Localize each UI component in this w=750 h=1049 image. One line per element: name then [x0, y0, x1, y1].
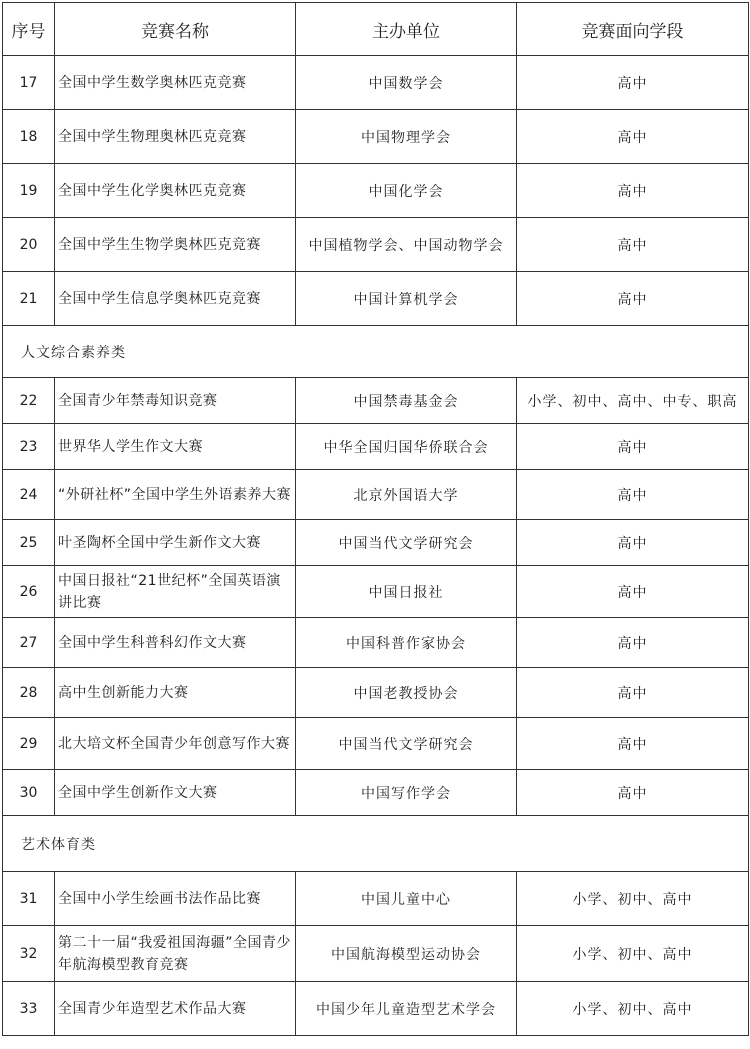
row-number: 28 [3, 668, 55, 718]
table-row [3, 520, 749, 566]
table-row [3, 718, 749, 770]
category-row [3, 816, 749, 872]
school-level: 小学、初中、高中 [517, 872, 749, 926]
row-number: 26 [3, 566, 55, 618]
organizer: 中国化学会 [296, 164, 517, 218]
table-row [3, 164, 749, 218]
table-row [3, 872, 749, 926]
organizer: 中国少年儿童造型艺术学会 [296, 982, 517, 1036]
row-number: 19 [3, 164, 55, 218]
header-school-level: 竞赛面向学段 [517, 3, 749, 56]
school-level: 高中 [517, 272, 749, 326]
competition-name: 第二十一届“我爱祖国海疆”全国青少年航海模型教育竞赛 [55, 926, 296, 982]
organizer: 中国物理学会 [296, 110, 517, 164]
table-row [3, 566, 749, 618]
table-row [3, 218, 749, 272]
organizer: 中国科普作家协会 [296, 618, 517, 668]
table-row [3, 770, 749, 816]
competition-name: 全国中学生信息学奥林匹克竞赛 [55, 272, 296, 326]
header-number: 序号 [3, 3, 55, 56]
table-row [3, 272, 749, 326]
competition-name: 全国中学生生物学奥林匹克竞赛 [55, 218, 296, 272]
competition-name: 高中生创新能力大赛 [55, 668, 296, 718]
table-row [3, 470, 749, 520]
school-level: 小学、初中、高中 [517, 982, 749, 1036]
competition-name: 全国青少年禁毒知识竞赛 [55, 378, 296, 424]
school-level: 小学、初中、高中、中专、职高 [517, 378, 749, 424]
organizer: 中国日报社 [296, 566, 517, 618]
row-number: 24 [3, 470, 55, 520]
row-number: 17 [3, 56, 55, 110]
organizer: 中国航海模型运动协会 [296, 926, 517, 982]
row-number: 20 [3, 218, 55, 272]
row-number: 22 [3, 378, 55, 424]
school-level: 高中 [517, 56, 749, 110]
competition-name: 北大培文杯全国青少年创意写作大赛 [55, 718, 296, 770]
row-number: 25 [3, 520, 55, 566]
organizer: 中国当代文学研究会 [296, 520, 517, 566]
row-number: 32 [3, 926, 55, 982]
organizer: 中国计算机学会 [296, 272, 517, 326]
row-number: 27 [3, 618, 55, 668]
table-row [3, 424, 749, 470]
competition-name: 全国中学生数学奥林匹克竞赛 [55, 56, 296, 110]
table-row [3, 378, 749, 424]
category-label: 人文综合素养类 [3, 326, 749, 378]
competition-name: 全国中小学生绘画书法作品比赛 [55, 872, 296, 926]
table-row [3, 618, 749, 668]
school-level: 高中 [517, 218, 749, 272]
organizer: 中国禁毒基金会 [296, 378, 517, 424]
table-row [3, 110, 749, 164]
header-organizer: 主办单位 [296, 3, 517, 56]
competition-name: 中国日报社“21世纪杯”全国英语演讲比赛 [55, 566, 296, 618]
table-row [3, 982, 749, 1036]
organizer: 中国写作学会 [296, 770, 517, 816]
competition-table [2, 2, 749, 1036]
school-level: 高中 [517, 668, 749, 718]
row-number: 21 [3, 272, 55, 326]
school-level: 高中 [517, 470, 749, 520]
table-row [3, 668, 749, 718]
competition-name: 叶圣陶杯全国中学生新作文大赛 [55, 520, 296, 566]
school-level: 高中 [517, 424, 749, 470]
competition-name: 全国中学生物理奥林匹克竞赛 [55, 110, 296, 164]
row-number: 31 [3, 872, 55, 926]
table-body [3, 56, 749, 1036]
row-number: 23 [3, 424, 55, 470]
competition-name: 全国中学生科普科幻作文大赛 [55, 618, 296, 668]
competition-name: 全国中学生创新作文大赛 [55, 770, 296, 816]
school-level: 高中 [517, 566, 749, 618]
organizer: 中华全国归国华侨联合会 [296, 424, 517, 470]
category-label: 艺术体育类 [3, 816, 749, 872]
row-number: 18 [3, 110, 55, 164]
organizer: 中国植物学会、中国动物学会 [296, 218, 517, 272]
school-level: 高中 [517, 110, 749, 164]
table-row [3, 56, 749, 110]
row-number: 29 [3, 718, 55, 770]
table-row [3, 926, 749, 982]
school-level: 高中 [517, 770, 749, 816]
organizer: 中国儿童中心 [296, 872, 517, 926]
school-level: 高中 [517, 718, 749, 770]
competition-name: 全国青少年造型艺术作品大赛 [55, 982, 296, 1036]
category-row [3, 326, 749, 378]
school-level: 高中 [517, 520, 749, 566]
school-level: 高中 [517, 618, 749, 668]
competition-name: 全国中学生化学奥林匹克竞赛 [55, 164, 296, 218]
header-competition-name: 竞赛名称 [55, 3, 296, 56]
organizer: 中国数学会 [296, 56, 517, 110]
school-level: 高中 [517, 164, 749, 218]
table-header-row [3, 3, 749, 56]
organizer: 中国当代文学研究会 [296, 718, 517, 770]
competition-name: 世界华人学生作文大赛 [55, 424, 296, 470]
organizer: 中国老教授协会 [296, 668, 517, 718]
row-number: 30 [3, 770, 55, 816]
organizer: 北京外国语大学 [296, 470, 517, 520]
row-number: 33 [3, 982, 55, 1036]
school-level: 小学、初中、高中 [517, 926, 749, 982]
competition-name: “外研社杯”全国中学生外语素养大赛 [55, 470, 296, 520]
